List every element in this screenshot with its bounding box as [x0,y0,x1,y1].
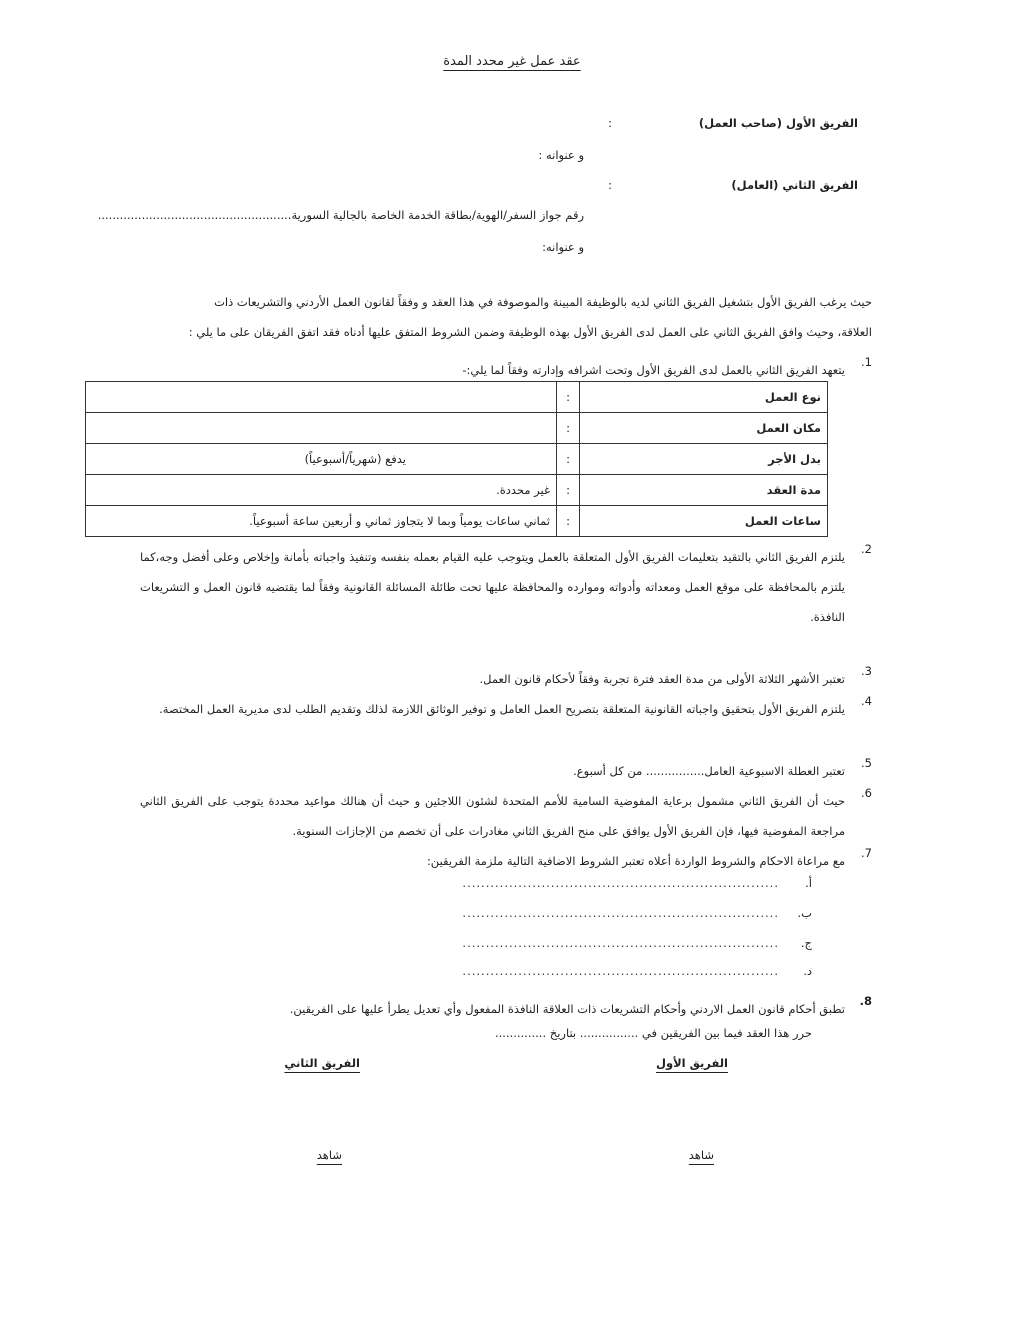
second-party-label: الفريق الثاني (العامل) [731,178,858,192]
term-value [86,413,557,444]
extra-item-letter: د. [803,964,812,978]
term-colon: : [557,475,580,506]
first-party-label: الفريق الأول (صاحب العمل) [698,116,858,130]
intro-line-1: حيث يرغب الفريق الأول بتشغيل الفريق الثاني لديه بالوظيفة المبينة والموصوفة في هذا العقد و وفقاً لقانون العمل الأردني والتشريعات ذات [214,295,872,309]
table-row [86,475,828,506]
extra-item-dots: .................................................................... [462,906,779,920]
clause-6 [140,786,872,846]
passport-number-line: رقم جواز السفر/الهوية/بطاقة الخدمة الخاصة بالجالية السورية..................................................... [97,208,584,222]
extra-item-letter: ج. [800,936,812,950]
table-row [86,382,828,413]
clause-7 [140,846,872,876]
clause-number: 7. [861,846,872,860]
closing-line: حرر هذا العقد فيما بين الفريقين في ................ بتاريخ .............. [494,1026,812,1040]
clause-4 [140,694,872,754]
term-key: مدة العقد [580,475,828,506]
term-key: ساعات العمل [580,506,828,537]
clause-text: تطبق أحكام قانون العمل الاردني وأحكام التشريعات ذات العلاقة النافذة المفعول وأي تعديل يطرأ عليها على الفريقين. [289,1002,845,1016]
clause-number: 8. [859,994,872,1008]
clause-text: يتعهد الفريق الثاني بالعمل لدى الفريق الأول وتحت اشرافه وإدارته وفقاً لما يلي:- [462,363,845,377]
clause-2 [140,542,872,632]
term-colon: : [557,382,580,413]
table-row [86,413,828,444]
term-value: غير محددة. [86,475,557,506]
second-witness-label: شاهد [316,1148,342,1162]
clause-3 [140,664,872,694]
first-party-colon: : [608,116,612,130]
table-row [86,506,828,537]
terms-table [85,381,828,537]
first-party-address: و عنوانه : [538,148,584,162]
clause-number: 5. [861,756,872,770]
term-colon: : [557,506,580,537]
clause-5 [140,756,872,786]
second-party-address: و عنوانه: [542,240,584,254]
intro-line-2: العلاقة، وحيث وافق الفريق الثاني على العمل لدى الفريق الأول بهذه الوظيفة وضمن الشروط المتفق عليها أدناه فقد اتفق الفريقان على ما يلي : [188,325,872,339]
clause-number: 4. [861,694,872,708]
clause-text: تعتبر الأشهر الثلاثة الأولى من مدة العقد فترة تجربة وفقاً لأحكام قانون العمل. [479,672,845,686]
extra-item-dots: .................................................................... [462,936,779,950]
clause-text: تعتبر العطلة الاسبوعية العامل................ من كل أسبوع. [573,764,845,778]
clause-number: 1. [861,355,872,369]
term-colon: : [557,413,580,444]
first-witness-label: شاهد [688,1148,714,1162]
document-title: عقد عمل غير محدد المدة [443,54,581,69]
term-value: ثماني ساعات يومياً وبما لا يتجاوز ثماني و أربعين ساعة أسبوعياً. [86,506,557,537]
clause-number: 6. [861,786,872,800]
extra-item-letter: ب. [797,906,812,920]
term-colon: : [557,444,580,475]
clause-text: مع مراعاة الاحكام والشروط الواردة أعلاه تعتبر الشروط الاضافية التالية ملزمة الفريقين: [426,854,845,868]
first-party-signature: الفريق الأول [655,1056,728,1070]
second-party-signature: الفريق الثاني [284,1056,360,1070]
term-key: مكان العمل [580,413,828,444]
clause-8 [140,994,872,1024]
extra-item-dots: .................................................................... [462,876,779,890]
extra-item-dots: .................................................................... [462,964,779,978]
clause-text: يلتزم الفريق الأول بتحقيق واجباته القانونية المتعلقة بتصريح العمل العامل و توفير الوثائق اللازمة لذلك وتقديم الطلب لدى مديرية العمل المختصة. [159,702,845,716]
clause-number: 3. [861,664,872,678]
clause-text: حيث أن الفريق الثاني مشمول برعاية المفوضية السامية للأمم المتحدة لشئون اللاجئين و حيث أن هنالك مواعيد محددة يتوجب على الفريق الثاني مراجعة المفوضية فيها، فإن الفريق الأول يوافق على منح الفريق الثاني مغادرات على أن تخصم من الإجازات السنوية. [140,794,845,838]
extra-item-letter: أ. [805,876,812,890]
term-value: يدفع (شهرياً/أسبوعياً) [86,444,557,475]
clause-number: 2. [861,542,872,556]
term-value [86,382,557,413]
second-party-colon: : [608,178,612,192]
term-key: نوع العمل [580,382,828,413]
clause-text: يلتزم الفريق الثاني بالتقيد بتعليمات الفريق الأول المتعلقة بالعمل ويتوجب عليه القيام بعمله بنفسه وتنفيذ واجباته بأمانة وإخلاص وعلى أفضل وجه،كما يلتزم بالمحافظة على موقع العمل ومعداته وأدواته وموارده والمحافظة عليها تحت طائلة المسائلة القانونية وفقاً لما يقتضيه قانون العمل و التشريعات النافذة. [140,550,845,624]
table-row [86,444,828,475]
term-key: بدل الأجر [580,444,828,475]
